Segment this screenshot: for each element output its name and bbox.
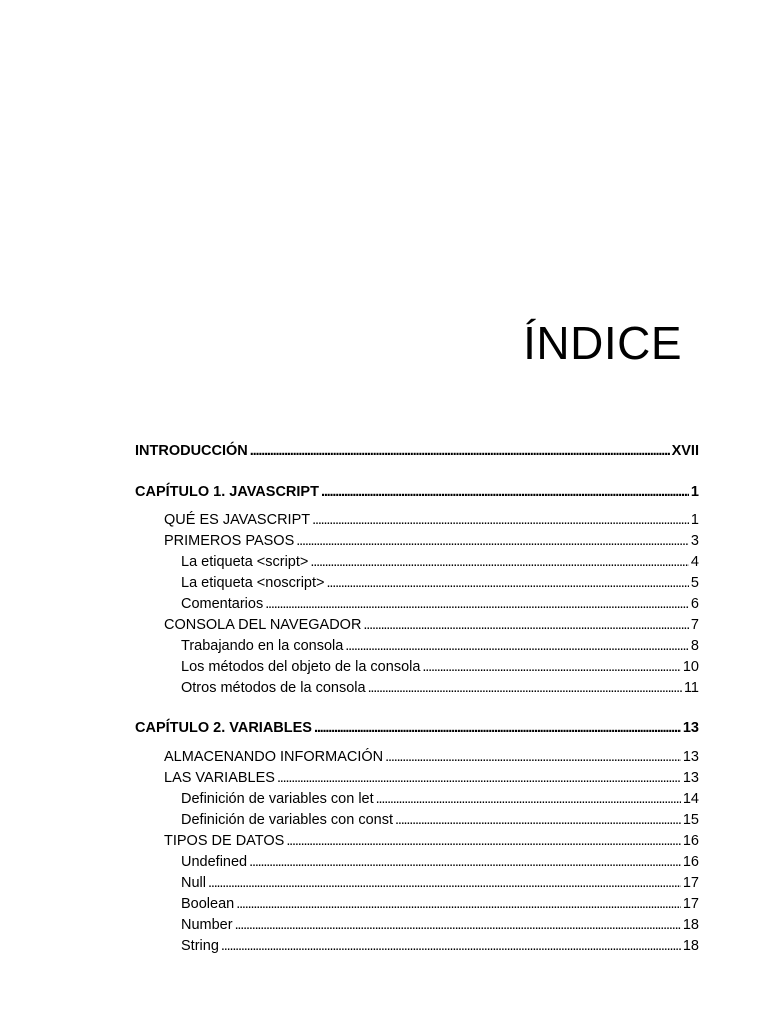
dot-leader	[385, 747, 681, 767]
toc-entry[interactable]	[164, 510, 699, 530]
toc-entry[interactable]	[181, 915, 699, 935]
toc-entry-title: INTRODUCCIÓN	[135, 443, 248, 459]
toc-entry-page-number: 13	[682, 720, 699, 736]
toc-entry[interactable]	[181, 936, 699, 956]
toc-entry-page-number: 4	[690, 554, 699, 570]
dot-leader	[310, 552, 689, 572]
dot-leader	[312, 510, 689, 530]
dot-leader	[345, 636, 689, 656]
toc-entry-title: La etiqueta <noscript>	[181, 575, 325, 591]
toc-entry-title: CONSOLA DEL NAVEGADOR	[164, 617, 362, 633]
toc-entry-page-number: 6	[690, 596, 699, 612]
toc-entry-title: QUÉ ES JAVASCRIPT	[164, 512, 311, 528]
toc-entry[interactable]	[181, 594, 699, 614]
toc-entry-page-number: 18	[682, 917, 699, 933]
toc-entry-page-number: 10	[682, 659, 699, 675]
toc-entry-page-number: 17	[682, 896, 699, 912]
toc-entry-title: Los métodos del objeto de la consola	[181, 659, 421, 675]
dot-leader	[376, 789, 681, 809]
dot-leader	[265, 594, 689, 614]
toc-entry-page-number: 3	[690, 533, 699, 549]
toc-entry-title: CAPÍTULO 1. JAVASCRIPT	[135, 484, 319, 500]
toc-entry[interactable]	[135, 482, 699, 502]
dot-leader	[363, 615, 689, 635]
toc-entry-page-number: 11	[683, 680, 699, 696]
toc-entry[interactable]	[181, 552, 699, 572]
toc-entry[interactable]	[181, 873, 699, 893]
toc-entry[interactable]	[181, 852, 699, 872]
dot-leader	[277, 768, 681, 788]
toc-entry-title: Definición de variables con let	[181, 791, 374, 807]
toc-entry[interactable]	[164, 615, 699, 635]
toc-entry-title: La etiqueta <script>	[181, 554, 309, 570]
toc-entry-title: TIPOS DE DATOS	[164, 833, 285, 849]
toc-entry-page-number: 18	[682, 938, 699, 954]
toc-entry-page-number: 17	[682, 875, 699, 891]
toc-entry-title: Number	[181, 917, 233, 933]
dot-leader	[221, 936, 681, 956]
dot-leader	[249, 852, 681, 872]
toc-entry-page-number: 1	[690, 484, 699, 500]
dot-leader	[286, 831, 681, 851]
toc-entry[interactable]	[135, 441, 699, 461]
toc-entry[interactable]	[164, 747, 699, 767]
dot-leader	[395, 810, 681, 830]
toc-entry-title: Comentarios	[181, 596, 264, 612]
toc-entry-page-number: XVII	[671, 443, 699, 459]
toc-entry-page-number: 15	[682, 812, 699, 828]
toc-entry-page-number: 13	[682, 770, 699, 786]
toc-entry[interactable]	[181, 894, 699, 914]
toc-entry[interactable]	[181, 657, 699, 677]
page-title: ÍNDICE	[523, 317, 682, 369]
dot-leader	[208, 873, 681, 893]
toc-entry[interactable]	[135, 718, 699, 738]
toc-entry[interactable]	[164, 831, 699, 851]
toc-entry-title: Undefined	[181, 854, 248, 870]
toc-entry-page-number: 5	[690, 575, 699, 591]
dot-leader	[327, 573, 689, 593]
toc-entry-title: Boolean	[181, 896, 235, 912]
toc-entry[interactable]	[181, 789, 699, 809]
dot-leader	[296, 531, 689, 551]
toc-entry-title: String	[181, 938, 219, 954]
toc-entry[interactable]	[181, 573, 699, 593]
toc-entry-title: Definición de variables con const	[181, 812, 393, 828]
toc-entry-title: Null	[181, 875, 206, 891]
toc-entry[interactable]	[181, 678, 699, 698]
toc-entry[interactable]	[164, 531, 699, 551]
toc-entry[interactable]	[181, 636, 699, 656]
toc-entry-title: PRIMEROS PASOS	[164, 533, 295, 549]
dot-leader	[422, 657, 680, 677]
toc-entry-page-number: 8	[690, 638, 699, 654]
toc-entry-title: Trabajando en la consola	[181, 638, 344, 654]
toc-entry-page-number: 13	[682, 749, 699, 765]
dot-leader	[235, 915, 681, 935]
toc-entry-page-number: 14	[682, 791, 699, 807]
toc-entry-page-number: 16	[682, 833, 699, 849]
toc-entry-title: CAPÍTULO 2. VARIABLES	[135, 720, 312, 736]
dot-leader	[314, 718, 681, 738]
dot-leader	[368, 678, 682, 698]
toc-entry-page-number: 1	[690, 512, 699, 528]
toc-entry[interactable]	[164, 768, 699, 788]
toc-entry-page-number: 7	[690, 617, 699, 633]
toc-entry-title: LAS VARIABLES	[164, 770, 275, 786]
toc-entry-title: ALMACENANDO INFORMACIÓN	[164, 749, 384, 765]
toc-entry-title: Otros métodos de la consola	[181, 680, 366, 696]
toc-entry[interactable]	[181, 810, 699, 830]
toc-entry-page-number: 16	[682, 854, 699, 870]
dot-leader	[321, 482, 689, 502]
dot-leader	[236, 894, 681, 914]
dot-leader	[250, 441, 670, 461]
